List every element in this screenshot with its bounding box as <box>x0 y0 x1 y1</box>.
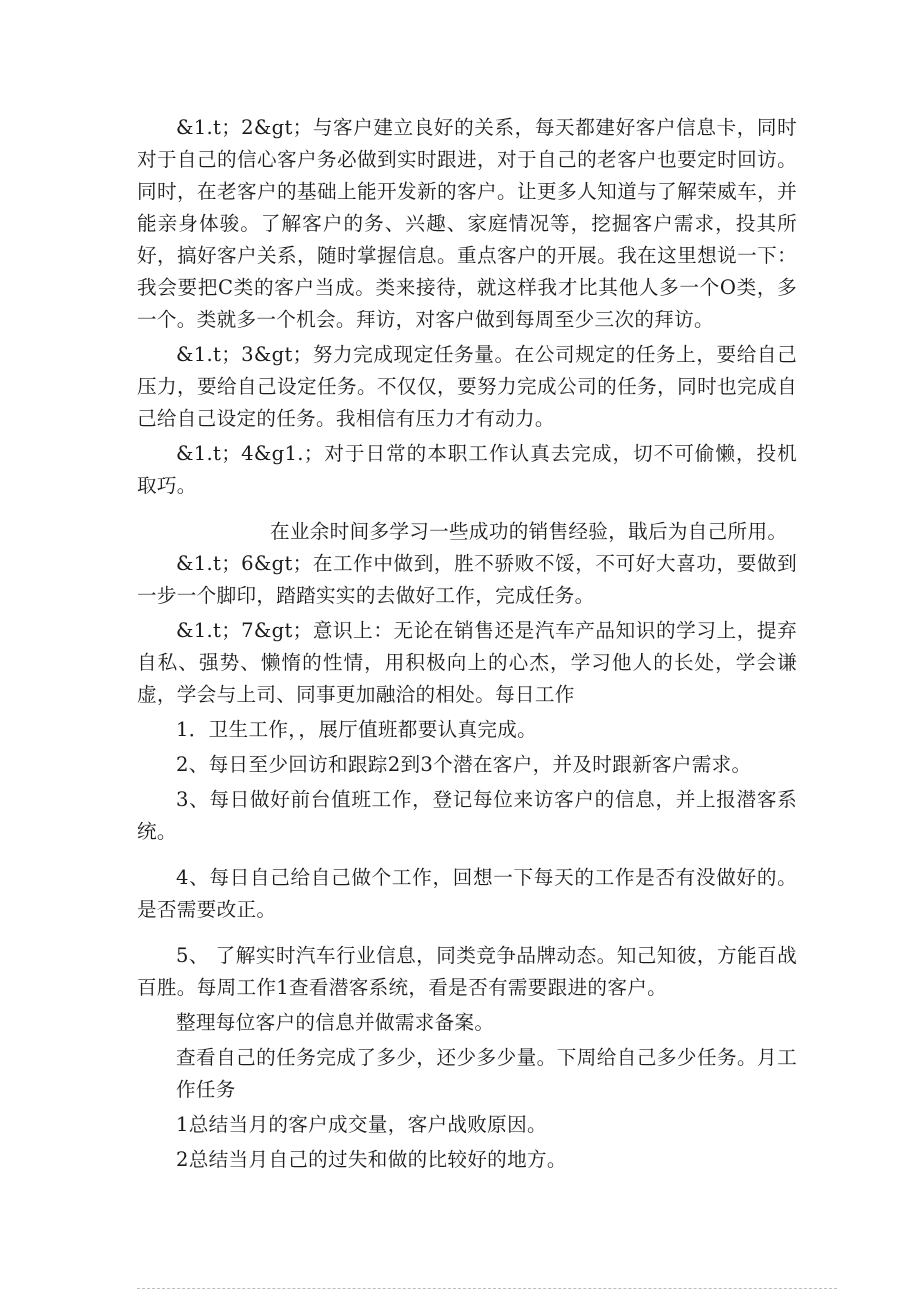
weekly-item-2: 整理每位客户的信息并做需求备案。 <box>176 1011 495 1034</box>
paragraph-work-attitude: &1.t；6&gt；在工作中做到，胜不骄败不馁，不可好大喜功，要做到一步一个脚印，踏踏实实的去做好工作，完成任务。 <box>137 552 797 607</box>
daily-item-4: 4、每日自己给自己做个工作，回想一下每天的工作是否有没做好的。是否需要改正。 <box>137 866 797 921</box>
document-body <box>137 112 797 1176</box>
daily-item-2: 2、每日至少回访和跟踪2到3个潜在客户，并及时跟新客户需求。 <box>176 753 752 776</box>
daily-item-5: 5、 了解实时汽车行业信息，同类竞争品牌动态。知己知彼，方能百战百胜。每周工作1查看潜客系统，看是否有需要跟进的客户。 <box>137 944 797 999</box>
monthly-item-2: 2总结当月自己的过失和做的比较好的地方。 <box>176 1148 567 1171</box>
paragraph-customer-relations: &1.t；2&gt；与客户建立良好的关系，每天都建好客户信息卡，同时对于自己的信心客户务必做到实时跟进，对于自己的老客户也要定时回访。同时，在老客户的基础上能开发新的客户。让更多人知道与了解荣威车，并能亲身体骏。了解客户的务、兴趣、家庭情况等，挖掘客户需求，投其所好，搞好客户关系，随时掌握信息。重点客户的开展。我在这里想说一下：我会要把C类的客户当成。类来接待，就这样我才比其他人多一个O类，多一个。类就多一个机会。拜访，对客户做到每周至少三次的拜访。 <box>137 116 797 331</box>
monthly-item-1: 1总结当月的客户成交量，客户战败原因。 <box>176 1113 547 1136</box>
paragraph-task-quota: &1.t；3&gt；努力完成现定任务量。在公司规定的任务上，要给自己压力，要给自己设定任务。不仅仅，要努力完成公司的任务，同时也完成自己给自己设定的任务。我相信有压力才有动力。 <box>137 343 797 430</box>
weekly-item-3: 查看自己的任务完成了多少，还少多少量。下周给自己多少任务。月工作任务 <box>176 1046 797 1101</box>
paragraph-learning: 在业余时间多学习一些成功的销售经验，戢后为自己所用。 <box>270 520 788 543</box>
paragraph-daily-duties: &1.t；4&g1.；对于日常的本职工作认真去完成，切不可偷懒，投机取巧。 <box>137 442 797 497</box>
daily-item-3: 3、每日做好前台值班工作，登记每位来访客户的信息，并上报潜客系统。 <box>137 788 797 843</box>
paragraph-awareness: &1.t；7&gt；意识上：无论在销售还是汽车产品知识的学习上，提弃自私、强势、懒惰的性情，用积极向上的心杰，学习他人的长处，学会谦虚，学会与上司、同事更加融洽的相处。每日工作 <box>137 619 797 706</box>
page-bottom-divider <box>137 1288 837 1289</box>
daily-item-1: 1．卫生工作，，展厅值班都要认真完成。 <box>176 718 538 741</box>
